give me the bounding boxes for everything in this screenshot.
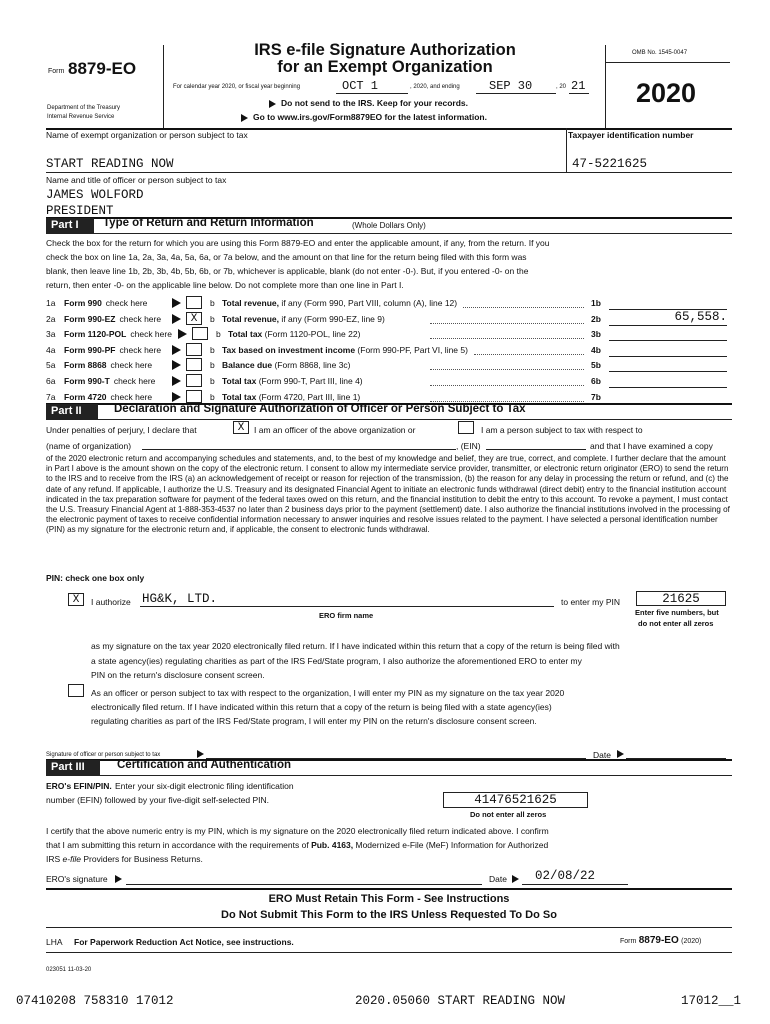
amount-line bbox=[609, 371, 727, 372]
arrow-icon bbox=[617, 750, 624, 758]
officer-label: Name and title of officer or person subject to tax bbox=[46, 175, 227, 185]
efin-text-2: number (EFIN) followed by your five-digit self-selected PIN. bbox=[46, 795, 269, 805]
part2-title: Declaration and Signature Authorization of Officer or Person Subject to Tax bbox=[114, 403, 526, 415]
amount-line bbox=[609, 340, 727, 341]
person-subject-text: I am a person subject to tax with respect to bbox=[481, 425, 643, 435]
line-b-description bbox=[228, 329, 360, 339]
part1-intro-1: Check the box for the return for which you are using this Form 8879-EO and enter the applicable amount, if any, from the return. If you bbox=[46, 238, 550, 248]
line-b-number: 6b bbox=[591, 376, 601, 386]
fiscal-end-year: 21 bbox=[571, 79, 586, 93]
line-b-letter: b bbox=[215, 329, 221, 339]
line-a-check-text: check here bbox=[119, 314, 162, 324]
officer-enter-pin-checkbox[interactable] bbox=[68, 684, 84, 697]
ero-firm-line bbox=[140, 606, 554, 607]
line-b-rest: if any (Form 990-EZ, line 9) bbox=[281, 314, 385, 324]
line-a-form: Form 1120-POL bbox=[64, 329, 127, 339]
part1-intro-4: return, then enter -0- on the applicable line below. Do not complete more than one line in Part I. bbox=[46, 280, 404, 290]
line-a-form: Form 8868 bbox=[64, 360, 107, 370]
amount-line bbox=[609, 387, 727, 388]
authorize-para-3: PIN on the return's disclosure consent screen. bbox=[91, 670, 265, 680]
line-b-number: 5b bbox=[591, 360, 601, 370]
enter-five-numbers-2: do not enter all zeros bbox=[638, 619, 714, 628]
line-a-number: 2a bbox=[46, 314, 56, 324]
line-a-form: Form 990-EZ bbox=[64, 314, 116, 324]
part1-subtitle: (Whole Dollars Only) bbox=[352, 221, 426, 230]
line-b-letter: b bbox=[210, 392, 215, 402]
arrow-icon bbox=[172, 392, 181, 402]
line-b-bold: Total tax bbox=[227, 329, 263, 339]
line-b-amount[interactable]: 65,558. bbox=[674, 310, 727, 324]
part1-intro-3: blank, then leave line 1b, 2b, 3b, 4b, 5b, 6b, or 7b, whichever is applicable, blank (do not enter -0-). But, if you entered -0- on the bbox=[46, 266, 529, 276]
line-b-bold: Total revenue, bbox=[222, 298, 279, 308]
officer-para-3: regulating charities as part of the IRS Fed/State program, I will enter my PIN on the return's disclosure consent screen. bbox=[91, 716, 537, 726]
line-b-rest: (Form 4720, Part III, line 1) bbox=[258, 392, 361, 402]
ein-label: , (EIN) bbox=[456, 441, 481, 451]
officer-para-2: electronically filed return. If I have indicated within this return that a copy of the return is being filed with a state agency(ies) bbox=[91, 702, 552, 712]
line-a-number: 1a bbox=[46, 298, 56, 308]
line-a-number: 3a bbox=[46, 329, 56, 339]
part3-label: Part III bbox=[46, 760, 100, 775]
go-to-url-text: Go to www.irs.gov/Form8879EO for the latest information. bbox=[253, 112, 487, 122]
line-a-check-text: check here bbox=[110, 392, 153, 402]
officer-para-1: As an officer or person subject to tax with respect to the organization, I will enter my PIN as my signature on the tax year 2020 bbox=[91, 688, 565, 698]
paperwork-notice: For Paperwork Reduction Act Notice, see instructions. bbox=[74, 937, 294, 947]
line-a-form: Form 990-PF bbox=[64, 345, 116, 355]
fiscal-begin-value: OCT 1 bbox=[342, 79, 379, 93]
line-a-check-text: check here bbox=[113, 376, 156, 386]
do-not-send-text: Do not send to the IRS. Keep for your records. bbox=[281, 98, 469, 108]
line-a-check-text: check here bbox=[110, 360, 153, 370]
form-word: Form bbox=[48, 68, 65, 75]
amount-line bbox=[609, 325, 727, 326]
part1-intro-2: check the box on line 1a, 2a, 3a, 4a, 5a, 6a, or 7a below, and the amount on that line for the return being filed with this form was bbox=[46, 252, 527, 262]
line-a-check-text: check here bbox=[105, 298, 148, 308]
leader-dots bbox=[474, 354, 584, 355]
leader-dots bbox=[430, 401, 584, 402]
do-not-submit-notice: Do Not Submit This Form to the IRS Unless Requested To Do So bbox=[221, 909, 557, 921]
part2-title-rule bbox=[46, 419, 732, 420]
arrow-icon bbox=[241, 114, 248, 122]
form-title-line2: for an Exempt Organization bbox=[277, 58, 493, 76]
fiscal-end-value: SEP 30 bbox=[489, 79, 533, 93]
line-b-description bbox=[222, 360, 351, 370]
enter-five-numbers-1: Enter five numbers, but bbox=[635, 608, 719, 617]
tin-label: Taxpayer identification number bbox=[568, 130, 694, 140]
ero-retain-notice: ERO Must Retain This Form - See Instructions bbox=[268, 893, 510, 905]
arrow-icon bbox=[172, 345, 181, 355]
examined-copy-text: and that I have examined a copy bbox=[590, 441, 713, 451]
line-a-number: 4a bbox=[46, 345, 56, 355]
authorize-text: I authorize bbox=[91, 597, 131, 607]
pub-4163: Pub. 4163, bbox=[311, 840, 354, 850]
line-b-letter: b bbox=[210, 376, 215, 386]
line-b-bold: Total tax bbox=[222, 376, 257, 386]
authorize-ero-checkbox[interactable]: X bbox=[68, 593, 84, 606]
arrow-icon bbox=[115, 875, 122, 883]
part2-label: Part II bbox=[46, 404, 98, 419]
return-type-checkbox[interactable] bbox=[186, 296, 202, 309]
bottom-right-code: 17012__1 bbox=[681, 994, 742, 1008]
line-b-description bbox=[222, 392, 360, 402]
line-a-form: Form 990 bbox=[64, 298, 102, 308]
authorize-para-1: as my signature on the tax year 2020 electronically filed return. If I have indicated within this return that a copy of the return is being filed with bbox=[91, 641, 620, 651]
line-b-description bbox=[222, 345, 468, 355]
to-enter-pin-text: to enter my PIN bbox=[561, 597, 621, 607]
line-a-number: 6a bbox=[46, 376, 56, 386]
retain-bottom-rule bbox=[46, 927, 732, 928]
fiscal-end-line bbox=[476, 93, 556, 94]
line-b-bold: Total revenue, bbox=[222, 314, 279, 324]
ero-date-value[interactable]: 02/08/22 bbox=[535, 869, 596, 883]
omb-underline bbox=[605, 62, 730, 63]
line-b-bold: Balance due bbox=[222, 360, 273, 370]
org-name-label: Name of exempt organization or person subject to tax bbox=[46, 130, 248, 140]
leader-dots bbox=[430, 338, 584, 339]
arrow-icon bbox=[197, 750, 204, 758]
line-b-number: 3b bbox=[591, 329, 601, 339]
dept-treasury: Department of the Treasury bbox=[47, 105, 121, 111]
arrow-icon bbox=[172, 376, 181, 386]
return-type-checkbox[interactable] bbox=[186, 374, 202, 387]
header-divider-right bbox=[605, 45, 606, 129]
irs-name: Internal Revenue Service bbox=[47, 114, 115, 120]
certify-line-2c: Modernized e-File (MeF) Information for Authorized bbox=[355, 840, 549, 850]
return-type-checkbox[interactable] bbox=[186, 343, 202, 356]
return-type-checkbox[interactable] bbox=[186, 358, 202, 371]
line-b-description bbox=[222, 298, 457, 308]
ero-signature-label: ERO's signature bbox=[46, 874, 108, 884]
tax-year: 2020 bbox=[636, 78, 697, 108]
ein-line bbox=[486, 449, 586, 450]
form-title-line1: IRS e-file Signature Authorization bbox=[254, 41, 516, 59]
part3-title-rule bbox=[46, 775, 732, 776]
fiscal-begin-line bbox=[336, 93, 408, 94]
name-of-org-line bbox=[142, 449, 456, 450]
name-of-org-label: (name of organization) bbox=[46, 441, 132, 451]
bottom-left-code: 07410208 758310 17012 bbox=[16, 994, 174, 1008]
org-name-value[interactable]: START READING NOW bbox=[46, 157, 174, 171]
taxpayer-pin-box[interactable]: 21625 bbox=[636, 591, 726, 606]
line-b-number: 1b bbox=[591, 298, 601, 308]
form-footer-word: Form bbox=[620, 938, 637, 945]
line-a-check-text: check here bbox=[119, 345, 162, 355]
officer-checkbox[interactable]: X bbox=[233, 421, 249, 434]
officer-date-label: Date bbox=[593, 750, 611, 760]
arrow-icon bbox=[178, 329, 187, 339]
return-type-checkbox[interactable] bbox=[186, 390, 202, 403]
arrow-icon bbox=[172, 314, 181, 324]
line-b-number: 2b bbox=[591, 314, 601, 324]
line-a-form: Form 4720 bbox=[64, 392, 107, 402]
pin-heading: PIN: check one box only bbox=[46, 573, 145, 583]
certify-line-3c: Providers for Business Returns. bbox=[83, 854, 203, 864]
line-b-rest: (Form 1120-POL, line 22) bbox=[264, 329, 361, 339]
leader-dots bbox=[430, 369, 584, 370]
arrow-icon bbox=[172, 298, 181, 308]
part1-label: Part I bbox=[46, 218, 94, 233]
line-b-rest: (Form 8868, line 3c) bbox=[274, 360, 351, 370]
efile-italic: e-file bbox=[62, 854, 81, 864]
and-ending-text: , 2020, and ending bbox=[410, 84, 460, 90]
return-type-checkbox[interactable]: X bbox=[186, 312, 202, 325]
retain-top-rule bbox=[46, 888, 732, 890]
officer-signature-label: Signature of officer or person subject to tax bbox=[46, 752, 161, 758]
leader-dots bbox=[430, 385, 584, 386]
line-b-bold: Tax based on investment income bbox=[222, 345, 356, 355]
person-subject-checkbox[interactable] bbox=[458, 421, 474, 434]
line-b-letter: b bbox=[210, 345, 215, 355]
line-a-number: 7a bbox=[46, 392, 56, 402]
efin-text-1: Enter your six-digit electronic filing identification bbox=[115, 781, 294, 791]
tin-divider bbox=[566, 128, 567, 172]
ero-signature-line[interactable] bbox=[126, 884, 482, 885]
form-footer-number: 8879-EO bbox=[638, 935, 679, 946]
line-b-letter: b bbox=[210, 314, 215, 324]
arrow-icon bbox=[512, 875, 519, 883]
line-a-check-text: check here bbox=[130, 329, 172, 339]
declaration-body: of the 2020 electronic return and accompanying schedules and statements, and, to the best of my knowledge and belief, they are true, correct, and complete. I further declare that the amount in Part I above is the amount shown on the copy of the electronic return. I consent to allow my intermediate service provider, transmitter, or electronic return originator (ERO) to send the return to the IRS and to receive from the IRS (a) an acknowledgement of receipt or reason for rejection of the transmission, (b) the reason for any delay in processing the return or refund, and (c) the date of any refund. If applicable, I authorize the U.S. Treasury and its designated Financial Agent to initiate an electronic funds withdrawal (direct debit) entry to the financial institution account indicated in the tax preparation software for payment of the federal taxes owed on this return, and the financial institution to debit the entry to this account. To revoke a payment, I must contact the U.S. Treasury Financial Agent at 1-888-353-4537 no later than 2 business days prior to the payment (settlement) date. I also authorize the financial institutions involved in the processing of the electronic payment of taxes to receive confidential information necessary to answer inquiries and resolve issues related to the payment. I have selected a personal identification number (PIN) as my signature for the electronic return and, if applicable, the consent to electronic funds withdrawal. bbox=[46, 454, 730, 535]
leader-dots bbox=[463, 307, 584, 308]
form-number: 8879-EO bbox=[68, 59, 137, 78]
certify-line-3a: IRS bbox=[46, 854, 61, 864]
certify-line-2a: that I am submitting this return in accordance with the requirements of bbox=[46, 840, 309, 850]
ero-date-label: Date bbox=[489, 874, 507, 884]
part1-title: Type of Return and Return Information bbox=[103, 217, 314, 229]
line-b-description bbox=[222, 314, 385, 324]
line-a-form: Form 990-T bbox=[64, 376, 110, 386]
bottom-center-code: 2020.05060 START READING NOW bbox=[355, 994, 566, 1008]
line-a-number: 5a bbox=[46, 360, 56, 370]
org-name-rule bbox=[46, 172, 732, 173]
officer-name[interactable]: JAMES WOLFORD bbox=[46, 188, 144, 202]
efin-pin-bold: ERO's EFIN/PIN. bbox=[46, 781, 112, 791]
lha-label: LHA bbox=[46, 937, 63, 947]
certify-line-1: I certify that the above numeric entry is my PIN, which is my signature on the 2020 electronically filed return indicated above. I confirm bbox=[46, 826, 549, 836]
line-b-number: 7b bbox=[591, 392, 601, 402]
tin-value[interactable]: 47-5221625 bbox=[572, 157, 648, 171]
line-b-letter: b bbox=[210, 298, 215, 308]
penalty-text: Under penalties of perjury, I declare that bbox=[46, 425, 197, 435]
fiscal-end-year-line bbox=[569, 93, 589, 94]
arrow-icon bbox=[172, 360, 181, 370]
part1-title-rule bbox=[46, 233, 732, 234]
efin-pin-box[interactable]: 41476521625 bbox=[443, 792, 588, 808]
arrow-icon bbox=[269, 100, 276, 108]
authorize-para-2: a state agency(ies) regulating charities as part of the IRS Fed/State program, I also authorize the aforementioned ERO to enter my bbox=[91, 656, 582, 666]
amount-line bbox=[609, 356, 727, 357]
officer-option-text: I am an officer of the above organization or bbox=[254, 425, 416, 435]
efin-do-not-zeros: Do not enter all zeros bbox=[470, 810, 547, 819]
part3-title: Certification and Authentication bbox=[117, 759, 291, 771]
ero-firm-name[interactable]: HG&K, LTD. bbox=[142, 592, 218, 606]
omb-number: OMB No. 1545-0047 bbox=[632, 50, 688, 56]
form-footer-year: (2020) bbox=[681, 938, 702, 945]
certify-line-3 bbox=[46, 854, 203, 864]
line-b-description bbox=[222, 376, 363, 386]
header-divider-left bbox=[163, 45, 164, 129]
line-b-rest: (Form 990-PF, Part VI, line 5) bbox=[357, 345, 468, 355]
leader-dots bbox=[430, 323, 584, 324]
return-type-checkbox[interactable] bbox=[192, 327, 208, 340]
comma-20-text: , 20 bbox=[556, 84, 567, 90]
calendar-year-text: For calendar year 2020, or fiscal year beginning bbox=[173, 84, 301, 90]
line-b-rest: if any (Form 990, Part VIII, column (A), line 12) bbox=[281, 298, 458, 308]
form-footer-ref bbox=[620, 935, 701, 946]
footer-rule bbox=[46, 952, 732, 953]
certify-line-2 bbox=[46, 840, 548, 850]
catalog-number: 023051 11-03-20 bbox=[46, 967, 92, 973]
ero-firm-label: ERO firm name bbox=[319, 611, 374, 620]
line-b-bold: Total tax bbox=[222, 392, 257, 402]
ero-date-line bbox=[522, 884, 628, 885]
line-b-rest: (Form 990-T, Part III, line 4) bbox=[258, 376, 363, 386]
officer-title[interactable]: PRESIDENT bbox=[46, 204, 114, 218]
line-b-number: 4b bbox=[591, 345, 601, 355]
line-b-letter: b bbox=[210, 360, 215, 370]
